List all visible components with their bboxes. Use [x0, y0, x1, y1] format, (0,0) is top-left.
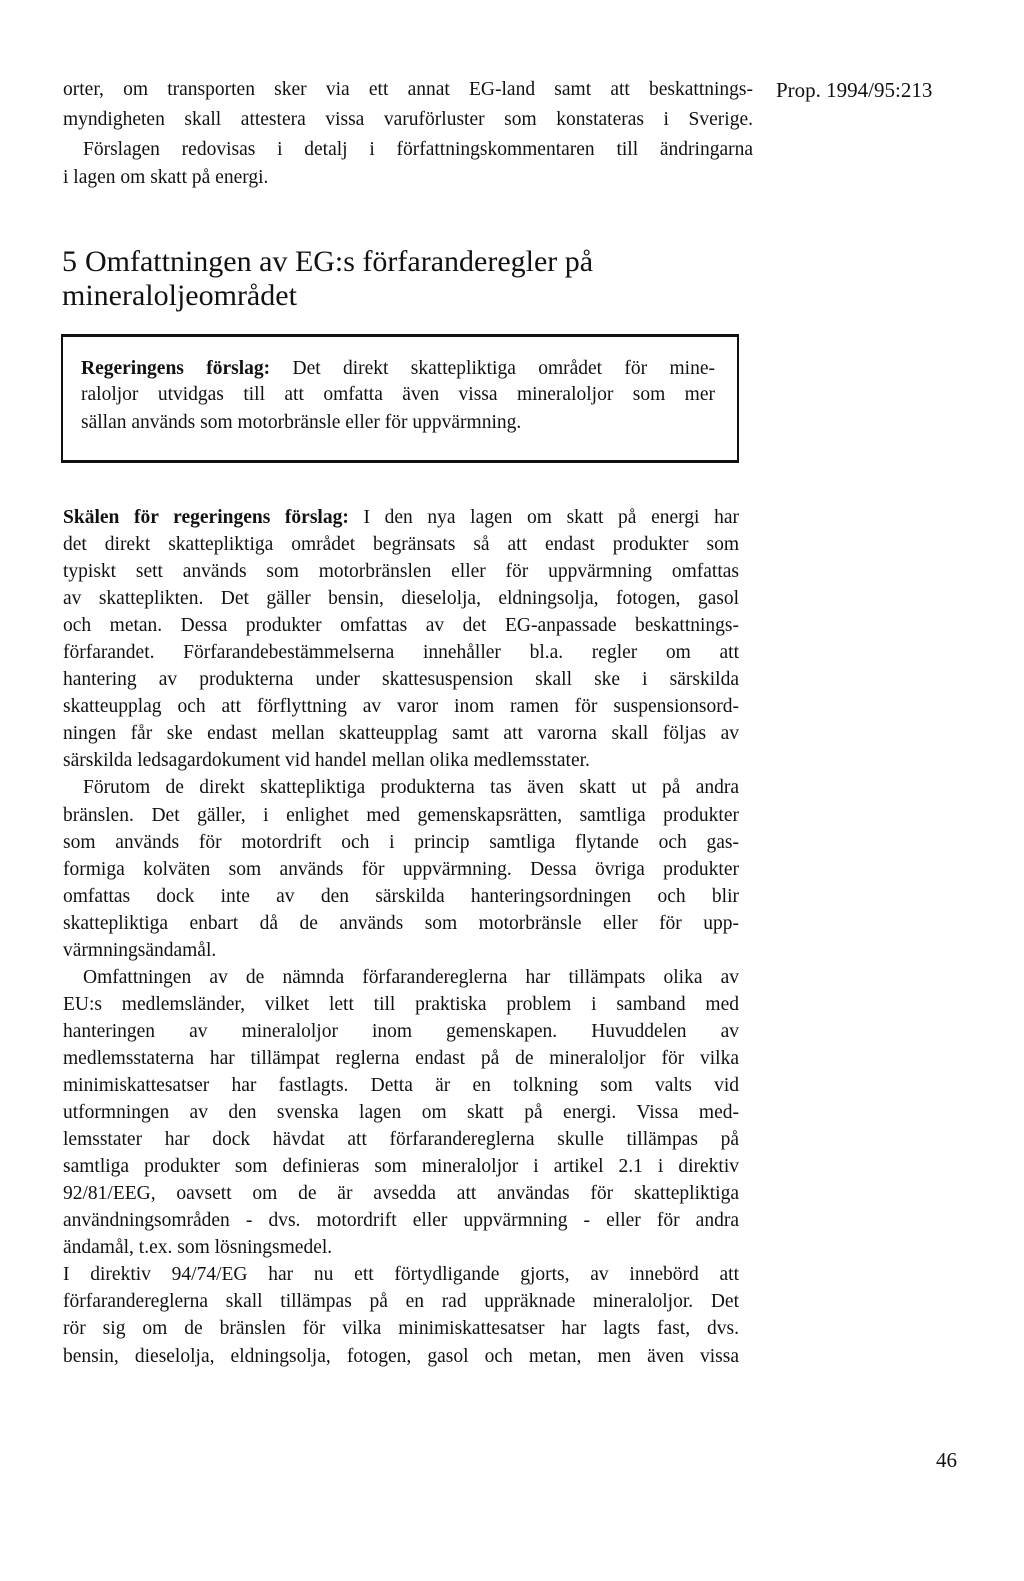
reasons-line: och metan. Dessa produkter omfattas av det EG-anpassade beskattnings- [63, 615, 739, 636]
reasons-line: som används för motordrift och i princip samtliga flytande och gas- [63, 832, 739, 853]
proposal-line-3: sällan används som motorbränsle eller för uppvärmning. [81, 412, 522, 433]
proposal-line-2: raloljor utvidgas till att omfatta även vissa mineraloljor som mer [81, 384, 715, 405]
reasons-line-1 [63, 504, 739, 531]
reasons-line: lemsstater har dock hävdat att förfarandereglerna skulle tillämpas på [63, 1129, 739, 1150]
reasons-line: EU:s medlemsländer, vilket lett till praktiska problem i samband med [63, 994, 739, 1015]
reasons-line: utformningen av den svenska lagen om skatt på energi. Vissa med- [63, 1102, 739, 1123]
reasons-line: omfattas dock inte av den särskilda hanteringsordningen och blir [63, 886, 739, 907]
intro-line-3: Förslagen redovisas i detalj i författningskommentaren till ändringarna [83, 139, 753, 160]
reasons-line: typiskt sett används som motorbränslen eller för uppvärmning omfattas [63, 561, 739, 582]
intro-line-2: myndigheten skall attestera vissa varuförluster som konstateras i Sverige. [63, 109, 753, 130]
reasons-line: hanteringen av mineraloljor inom gemenskapen. Huvuddelen av [63, 1021, 739, 1042]
reasons-line: medlemsstaterna har tillämpat reglerna endast på de mineraloljor för vilka [63, 1048, 739, 1069]
reasons-line: ningen får ske endast mellan skatteupplag samt att varorna skall följas av [63, 723, 739, 744]
reasons-line: förfarandet. Förfarandebestämmelserna innehåller bl.a. regler om att [63, 642, 739, 663]
reasons-line: Omfattningen av de nämnda förfarandereglerna har tillämpats olika av [83, 967, 739, 988]
proposal-box [61, 334, 739, 463]
reasons-line: minimiskattesatser har fastlagts. Detta är en tolkning som valts vid [63, 1075, 739, 1096]
reasons-line: samtliga produkter som definieras som mineraloljor i artikel 2.1 i direktiv [63, 1156, 739, 1177]
proposal-line-1 [81, 357, 715, 381]
reasons-line: I direktiv 94/74/EG har nu ett förtydligande gjorts, av innebörd att [63, 1264, 739, 1285]
proposal-label: Regeringens förslag: [81, 358, 271, 379]
reasons-line: rör sig om de bränslen för vilka minimiskattesatser har lagts fast, dvs. [63, 1318, 739, 1339]
reasons-text-1: I den nya lagen om skatt på energi har [363, 507, 739, 528]
proposal-text-1: Det direkt skattepliktiga området för mine- [292, 358, 715, 379]
intro-line-4: i lagen om skatt på energi. [63, 167, 269, 188]
reasons-line: användningsområden - dvs. motordrift eller uppvärmning - eller för andra [63, 1210, 739, 1231]
reasons-line: värmningsändamål. [63, 940, 217, 961]
reasons-line: skattepliktiga enbart då de används som motorbränsle eller för upp- [63, 913, 739, 934]
section-heading [62, 245, 593, 313]
reasons-label: Skälen för regeringens förslag: [63, 507, 349, 528]
reasons-line: bensin, dieselolja, eldningsolja, fotogen, gasol och metan, men även vissa [63, 1346, 739, 1367]
reasons-line: skatteupplag och att förflyttning av varor inom ramen för suspensionsord- [63, 696, 739, 717]
section-title-part-1: Omfattningen av EG:s förfaranderegler på [85, 245, 594, 278]
reasons-line: Förutom de direkt skattepliktiga produkterna tas även skatt ut på andra [83, 777, 739, 798]
intro-line-1: orter, om transporten sker via ett annat EG-land samt att beskattnings- [63, 79, 753, 100]
reasons-line: 92/81/EEG, oavsett om de är avsedda att användas för skattepliktiga [63, 1183, 739, 1204]
reasons-line: av skatteplikten. Det gäller bensin, dieselolja, eldningsolja, fotogen, gasol [63, 588, 739, 609]
page-number: 46 [936, 1448, 957, 1472]
reasons-line: förfarandereglerna skall tillämpas på en rad uppräknade mineraloljor. Det [63, 1291, 739, 1312]
reasons-line: hantering av produkterna under skattesuspension skall ske i särskilda [63, 669, 739, 690]
reasons-line: bränslen. Det gäller, i enlighet med gemenskapsrätten, samtliga produkter [63, 805, 739, 826]
section-heading-line-1 [62, 245, 593, 279]
section-number: 5 [62, 245, 77, 278]
reasons-line: ändamål, t.ex. som lösningsmedel. [63, 1237, 333, 1258]
reasons-line: särskilda ledsagardokument vid handel mellan olika medlemsstater. [63, 750, 590, 771]
reasons-line: formiga kolväten som används för uppvärmning. Dessa övriga produkter [63, 859, 739, 880]
document-reference: Prop. 1994/95:213 [776, 78, 933, 102]
section-title-part-2: mineraloljeområdet [62, 279, 297, 312]
reasons-line: det direkt skattepliktiga området begränsats så att endast produkter som [63, 534, 739, 555]
